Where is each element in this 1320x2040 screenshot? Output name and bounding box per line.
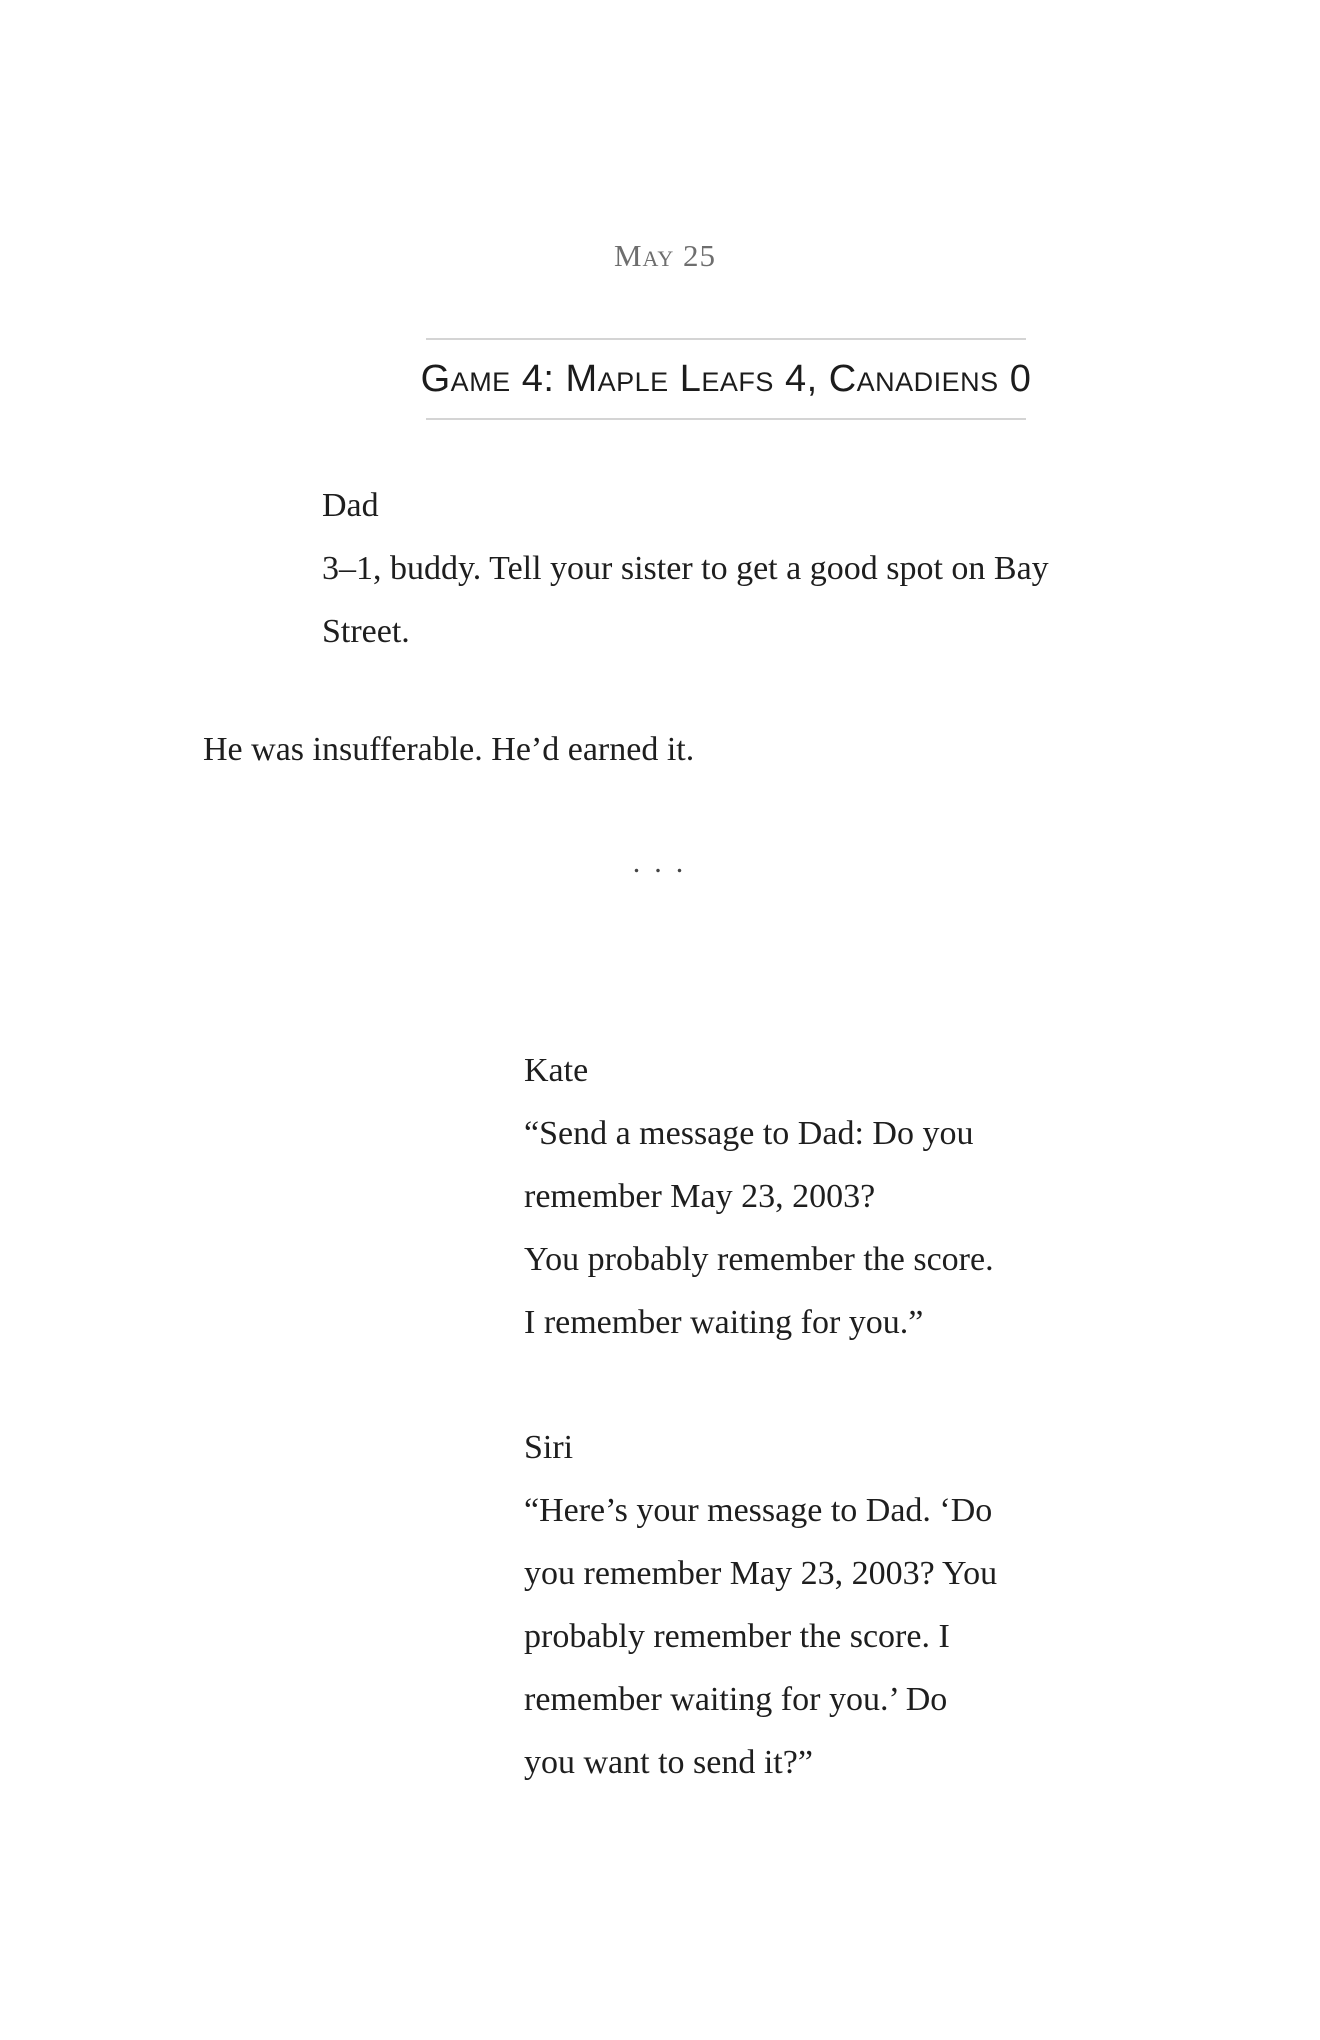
message-sender: Siri [524, 1429, 574, 1466]
scene-break: ... [632, 846, 698, 879]
message-sender: Kate [524, 1052, 589, 1089]
message-sender: Dad [322, 487, 379, 524]
chapter-date: May 25 [613, 238, 717, 273]
chapter-title-rule [420, 338, 1032, 420]
message-line: remember waiting for you.’ Do [524, 1681, 948, 1718]
message-line: you want to send it?” [524, 1744, 813, 1781]
kate-message [524, 1039, 994, 1354]
chapter-title: Game 4: Maple Leafs 4, Canadiens 0 [420, 357, 1032, 400]
message-line: Street. [322, 613, 410, 650]
message-line: you remember May 23, 2003? You [524, 1555, 998, 1592]
dad-message [322, 474, 1049, 663]
message-line: remember May 23, 2003? [524, 1178, 876, 1215]
message-line: I remember waiting for you.” [524, 1304, 924, 1341]
siri-message [524, 1416, 997, 1794]
message-line: “Here’s your message to Dad. ‘Do [524, 1492, 993, 1529]
message-line: probably remember the score. I [524, 1618, 950, 1655]
message-line: You probably remember the score. [524, 1241, 994, 1278]
message-line: 3–1, buddy. Tell your sister to get a good spot on Bay [322, 550, 1049, 587]
message-line: “Send a message to Dad: Do you [524, 1115, 974, 1152]
narration-paragraph: He was insufferable. He’d earned it. [203, 731, 695, 768]
